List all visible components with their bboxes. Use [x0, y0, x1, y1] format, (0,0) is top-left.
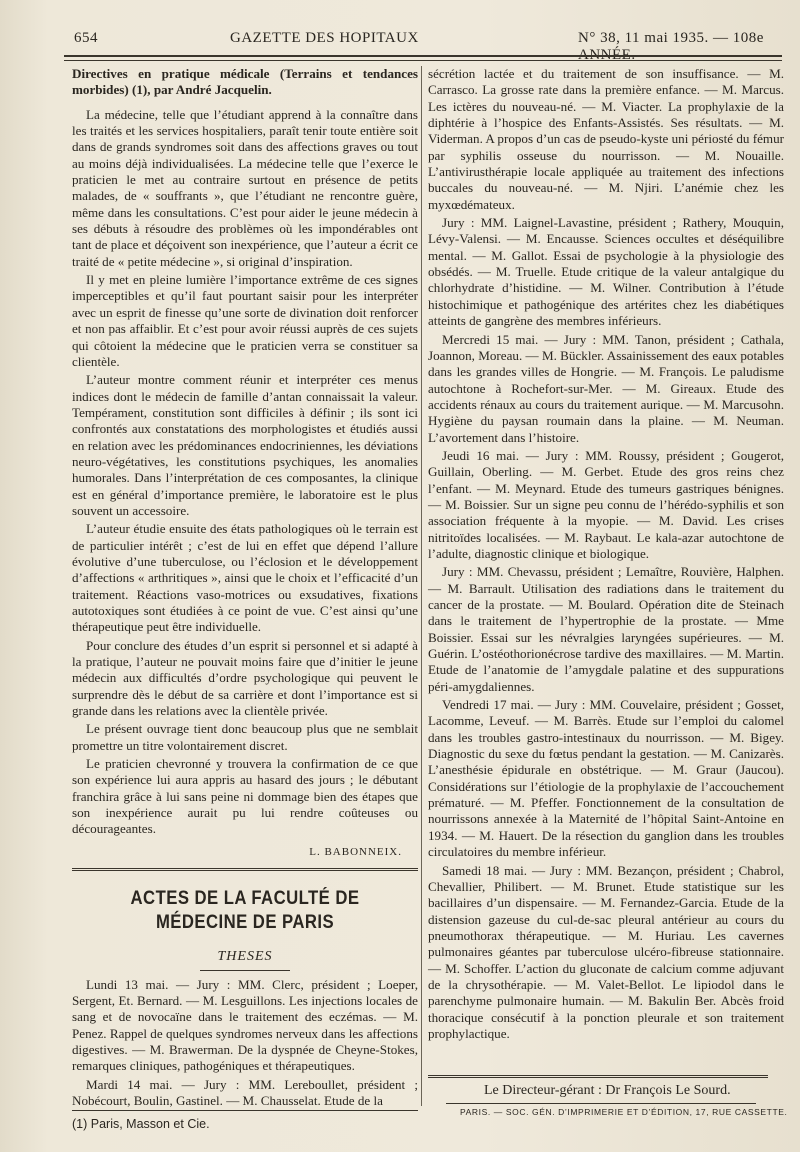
column-divider — [421, 66, 422, 1106]
thesis-entry: Samedi 18 mai. — Jury : MM. Bezançon, président ; Chabrol, Chevallier, Philibert. — M. Brunet. Etude statistique sur les bacillaires d’un dispensaire. — M. Fernandez-Garcia. Etude de la distension gazeuse du cul-de-sac pleural antérieur au cours du pneumothorax thérapeutique. — M. Huriau. Les cavernes pulmonaires géantes par tuberculose ulcéro-fibreuse stationnaire. — M. Schoffer. L’action du gluconate de calcium comme adjuvant de la chrysothérapie. — M. Valet-Bellot. Le lipiodol dans le parenchyme pulmonaire humain. — M. Bakulin Ber. Abcès froid thoracique consécutif à la ponction pleurale et son traitement prophylactique. — [428, 862, 784, 1041]
page-header — [60, 26, 780, 63]
thesis-entry: Jeudi 16 mai. — Jury : MM. Roussy, président ; Gougerot, Guillain, Oberling. — M. Gerbet. Etude des gros reins chez l’enfant. — M. Meynard. Etude des tumeurs gastriques bénignes. — M. Boissier. Sur un signe peu connu de l’hérédo-syphilis et son association fréquente à la myopie. — M. David. Les crises nitritoïdes localisées. — M. Raybaut. Le kala-azar autochtone de l’adulte, diagnostic clinique et biologique. — [428, 447, 784, 561]
article-paragraph: L’auteur montre comment réunir et interpréter ces menus indices dont le médecin de famille d’antan connaissait la valeur. Tempérament, constitution sont difficiles à définir ; ils sont ici confrontés aux constatations des morphologistes et étudiés aussi en relation avec les prédominances endocriniennes, les déviations neuro-végétatives, les constitutions psychiques, les anomalies humorales. Dans l’interprétation de ces composantes, la clinique est en général d’importance première, le laboratoire est le plus souvent un accessoire. — [72, 372, 418, 518]
right-column — [428, 66, 784, 1044]
printer-line: PARIS. — SOC. GÉN. D’IMPRIMERIE ET D’ÉDITION, 17, RUE CASSETTE. — [460, 1107, 788, 1117]
article-paragraph: L’auteur étudie ensuite des états pathologiques où le terrain est de particulier intérêt ; c’est de lui en effet que dépend l’allure évolutive d’une tuberculose, ou l’éclosion et le développement d’affections « arthritiques », ainsi que le choix et l’efficacité d’un traitement. Réactions vaso-motrices ou exsudatives, fixations autotoxiques sont étudiées à ce point de vue. C’est ainsi qu’une thérapeutique peut être individuelle. — [72, 521, 418, 635]
thesis-entry: Mardi 14 mai. — Jury : MM. Lereboullet, président ; Nobécourt, Boulin, Gastinel. — M. Chausselat. Etude de la — [72, 1076, 418, 1108]
footnote-rule — [72, 1110, 418, 1111]
subsection-rule — [200, 970, 290, 971]
subsection-title: THESES — [217, 949, 273, 965]
thesis-entry: Lundi 13 mai. — Jury : MM. Clerc, président ; Loeper, Sergent, Et. Bernard. — M. Lesguillons. Les injections locales de sang et de novocaïne dans le traitement des eczémas. — M. Penez. Rappel de quelques syndromes nerveux dans les affections digestives. — M. Brawerman. De la dyspnée de Cheyne-Stokes, remarques cliniques, pathogéniques et thérapeutiques. — [72, 976, 418, 1074]
header-rule-thin — [64, 60, 782, 61]
journal-title: GAZETTE DES HOPITAUX — [230, 30, 419, 46]
issue-line: N° 38, 11 mai 1935. — 108e ANNÉE. — [578, 30, 764, 63]
article-paragraph: Pour conclure des études d’un esprit si personnel et si adapté à la pratique, l’auteur ne pouvait moins faire que d’initier le jeune médecin aux difficultés d’ordre psychologique qui peuvent le surprendre dès le début de sa carrière et dont l’importance est si grande dans les relations avec la clientèle privée. — [72, 637, 418, 719]
review-signature: L. BABONNEIX. — [309, 845, 402, 858]
article-paragraph: Il y met en pleine lumière l’importance extrême de ces signes imperceptibles et qu’il faut pourtant saisir pour les interpréter avec un esprit de finesse qu’une sorte de divination doit renforcer et non pas affaiblir. Et c’est pour avoir réussi auprès de ces sujets qui côtoient la médecine que le praticien verra se constituer sa clientèle. — [72, 272, 418, 369]
section-divider — [72, 868, 418, 871]
footnote: (1) Paris, Masson et Cie. — [72, 1117, 210, 1131]
article-title: Directives en pratique médicale (Terrains et tendances morbides) (1), par André Jacquelin. — [72, 66, 418, 98]
header-rule — [64, 55, 782, 57]
thesis-entry: sécrétion lactée et du traitement de son insuffisance. — M. Carrasco. La grosse rate dans la première enfance. — M. Marcus. Les ictères du nouveau-né. — M. Viacter. La prophylaxie de la diphtérie à l’hospice des Enfants-Assistés. Ses résultats. — M. Viderman. A propos d’un cas de pseudo-kyste uni périosté du fémur par syphilis osseuse du nourrisson. — M. Nouaille. L’antivirusthérapie locale appliquée au traitement des infections buccales du nouveau-né. — M. Njiri. L’anémie chez les myxœdémateux. — [428, 66, 784, 212]
page-number: 654 — [74, 30, 98, 46]
printer-rule — [446, 1103, 756, 1104]
director-line: Le Directeur-gérant : Dr François Le Sourd. — [484, 1083, 731, 1098]
thesis-entry: Vendredi 17 mai. — Jury : MM. Couvelaire, président ; Gosset, Lacomme, Leveuf. — M. Barrès. Etude sur l’emploi du calomel dans les troubles gastro-intestinaux du nourrisson. — M. Bigey. Diagnostic du sexe du fœtus pendant la gestation. — M. Canizarès. L’anesthésie épidurale en obstétrique. — M. Graur (Jaucou). Considérations sur l’étiologie de la prophylaxie de l’accouchement prématuré. — M. Pfeffer. Fonctionnement de la consultation de nourrissons annexée à la Maternité de l’hôpital Saint-Antoine en 1934. — M. Hauert. De la résection du ganglion dans les troubles circulatoires du membre inférieur. — [428, 697, 784, 860]
section-title: ACTES DE LA FACULTÉ DE MÉDECINE DE PARIS — [130, 888, 360, 934]
closing-rule — [428, 1075, 768, 1078]
left-column — [72, 66, 418, 1111]
thesis-entry: Mercredi 15 mai. — Jury : MM. Tanon, président ; Cathala, Joannon, Moreau. — M. Bückler. Assainissement des eaux potables dans les grandes villes de Hongrie. — M. François. Le paludisme autochtone à Rochefort-sur-Mer. — M. Gireaux. Etude des accidents rénaux au cours du traitement aurique. — M. Marcusohn. Hygiène du paysan roumain dans la plaine. — M. Neuman. L’avortement dans l’histoire. — [428, 331, 784, 445]
article-paragraph: Le praticien chevronné y trouvera la confirmation de ce que son expérience lui aura appris au hasard des jours ; le débutant franchira grâce à lui sans peine ni dommage bien des étapes que son inexpérience aurait pu lui rendre coûteuses ou décourageantes. — [72, 756, 418, 837]
article-paragraph: La médecine, telle que l’étudiant apprend à la connaître dans les traités et les services hospitaliers, paraît tenir toute entière soit dans de grands syndromes soit dans des affections graves ou tout au moins déjà individualisées. La médecine telle que l’exerce le praticien le met au contraire surtout en présence de petits malades, de « souffrants », que l’étudiant ne rencontre guère, même dans les consultations. C’est pour aider le jeune médecin à ses débuts à résoudre des problèmes où les impondérables ont tant de place et déçoivent son inexpérience, que l’auteur a écrit ce traité de « petite médecine », si original d’inspiration. — [72, 106, 418, 269]
thesis-entry: Jury : MM. Chevassu, président ; Lemaître, Rouvière, Halphen. — M. Barrault. Utilisation des radiations dans le traitement du cancer de la prostate. — M. Boulard. Opération dite de Steinach dans le traitement de l’hypertrophie de la prostate. — Mme Boissier. Essai sur les névralgies laryngées supérieures. — M. Guérin. L’ostéothorionécrose tardive des maxillaires. — M. Martin. Etude de l’anatomie de l’amygdale palatine et des suppurations péri-amygdaliennes. — [428, 564, 784, 694]
thesis-entry: Jury : MM. Laignel-Lavastine, président ; Rathery, Mouquin, Lévy-Valensi. — M. Encausse. Sciences occultes et déséquilibre mental. — M. Gallot. Essai de psychologie à la physiologie des obsédés. — M. Truelle. Etude critique de la valeur antalgique du chlorhydrate d’histidine. — M. Wilner. Contribution à l’étude histochimique et pathogénique des artérites chez les diabétiques atteints de gangrène des membres inférieurs. — [428, 215, 784, 329]
article-paragraph: Le présent ouvrage tient donc beaucoup plus que ne semblait promettre un titre volontairement discret. — [72, 721, 418, 753]
